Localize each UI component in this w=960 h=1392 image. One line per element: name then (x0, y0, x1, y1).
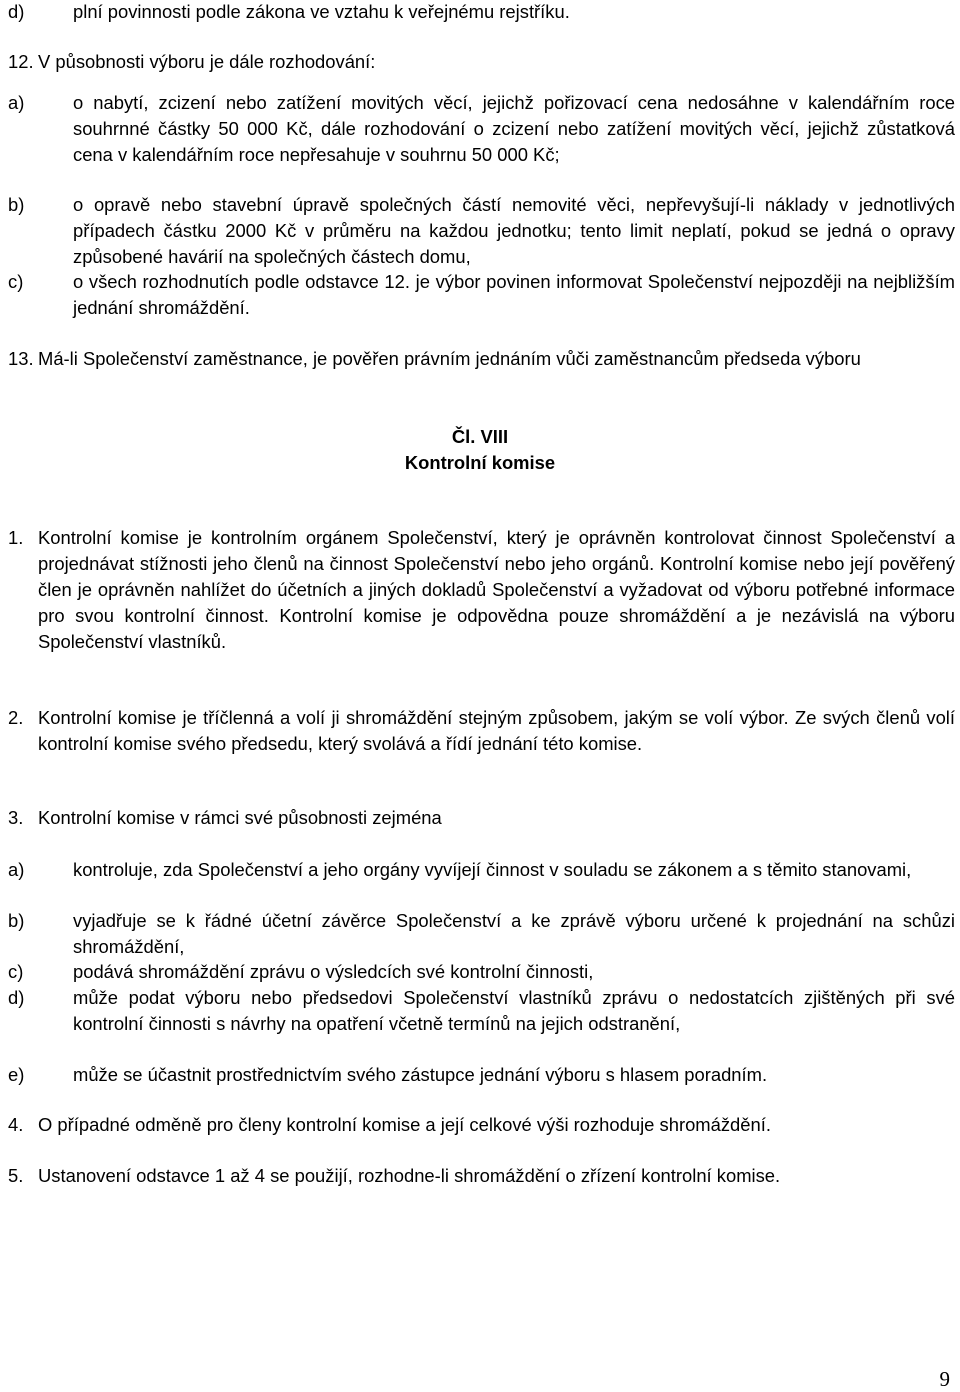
section-text: Kontrolní komise v rámci své působnosti zejména (38, 807, 442, 828)
section-number: 3. (8, 807, 24, 828)
list-text: o všech rozhodnutích podle odstavce 12. je výbor povinen informovat Společenství nejpozději na nejbližším jednání shromáždění. (73, 271, 955, 318)
section-text: Kontrolní komise je tříčlenná a volí ji shromáždění stejným způsobem, jakým se volí výbor. Ze svých členů volí kontrolní komise svého předsedu, který svolává a řídí jednání této komise. (38, 707, 955, 754)
list-marker: c) (8, 961, 24, 982)
list-text: podává shromáždění zprávu o výsledcích své kontrolní činnosti, (73, 961, 594, 982)
page-number: 9 (939, 1367, 950, 1391)
list-text: plní povinnosti podle zákona ve vztahu k veřejnému rejstříku. (73, 1, 570, 22)
list-marker: d) (8, 1, 25, 22)
list-text: o opravě nebo stavební úpravě společných částí nemovité věci, nepřevyšují-li náklady v jednotlivých případech částku 2000 Kč v průměru na každou jednotku; tento limit neplatí, pokud se jedná o opravy způsobené havárií na společných částech domu, (73, 194, 955, 267)
section-number: 5. (8, 1165, 24, 1186)
list-marker: d) (8, 987, 25, 1008)
list-text: kontroluje, zda Společenství a jeho orgány vyvíjejí činnost v souladu se zákonem a s těmito stanovami, (73, 859, 912, 880)
section-text: O případné odměně pro členy kontrolní komise a její celkové výši rozhoduje shromáždění. (38, 1114, 771, 1135)
paragraph-number: 12. (8, 51, 34, 72)
list-marker: b) (8, 194, 25, 215)
list-marker: a) (8, 859, 25, 880)
list-text: vyjadřuje se k řádné účetní závěrce Společenství a ke zprávě výboru určené k projednání na schůzi shromáždění, (73, 910, 955, 957)
list-marker: c) (8, 271, 24, 292)
section-number: 2. (8, 707, 24, 728)
list-marker: e) (8, 1064, 25, 1085)
section-number: 1. (8, 527, 24, 548)
section-text: Kontrolní komise je kontrolním orgánem Společenství, který je oprávněn kontrolovat činnost Společenství a projednávat stížnosti jeho členů na činnost Společenství nebo jeho orgánů. Kontrolní komise nebo její pověřený člen je oprávněn nahlížet do účetních a jiných dokladů Společenství a vyžadovat od výboru potřebné informace pro svou kontrolní činnost. Kontrolní komise je odpovědna pouze shromáždění a je nezávislá na výboru Společenství vlastníků. (38, 527, 955, 652)
paragraph-text: V působnosti výboru je dále rozhodování: (38, 51, 376, 72)
list-marker: b) (8, 910, 25, 931)
section-number: 4. (8, 1114, 24, 1135)
list-text: může se účastnit prostřednictvím svého zástupce jednání výboru s hlasem poradním. (73, 1064, 768, 1085)
list-text: může podat výboru nebo předsedovi Společenství vlastníků zprávu o nedostatcích zjištěných při své kontrolní činnosti s návrhy na opatření včetně termínů na jejich odstranění, (73, 987, 955, 1034)
article-number: Čl. VIII (451, 426, 509, 447)
article-title: Kontrolní komise (404, 452, 556, 473)
section-text: Ustanovení odstavce 1 až 4 se použijí, rozhodne-li shromáždění o zřízení kontrolní komise. (38, 1165, 781, 1186)
list-text: o nabytí, zcizení nebo zatížení movitých věcí, jejichž pořizovací cena nedosáhne v kalendářním roce souhrnné částky 50 000 Kč, dále rozhodování o zcizení nebo zatížení movitých věcí, jejichž zůstatková cena v kalendářním roce nepřesahuje v souhrnu 50 000 Kč; (73, 92, 955, 165)
paragraph-text: Má-li Společenství zaměstnance, je pověřen právním jednáním vůči zaměstnancům předseda výboru (38, 348, 861, 369)
list-marker: a) (8, 92, 25, 113)
paragraph-number: 13. (8, 348, 34, 369)
